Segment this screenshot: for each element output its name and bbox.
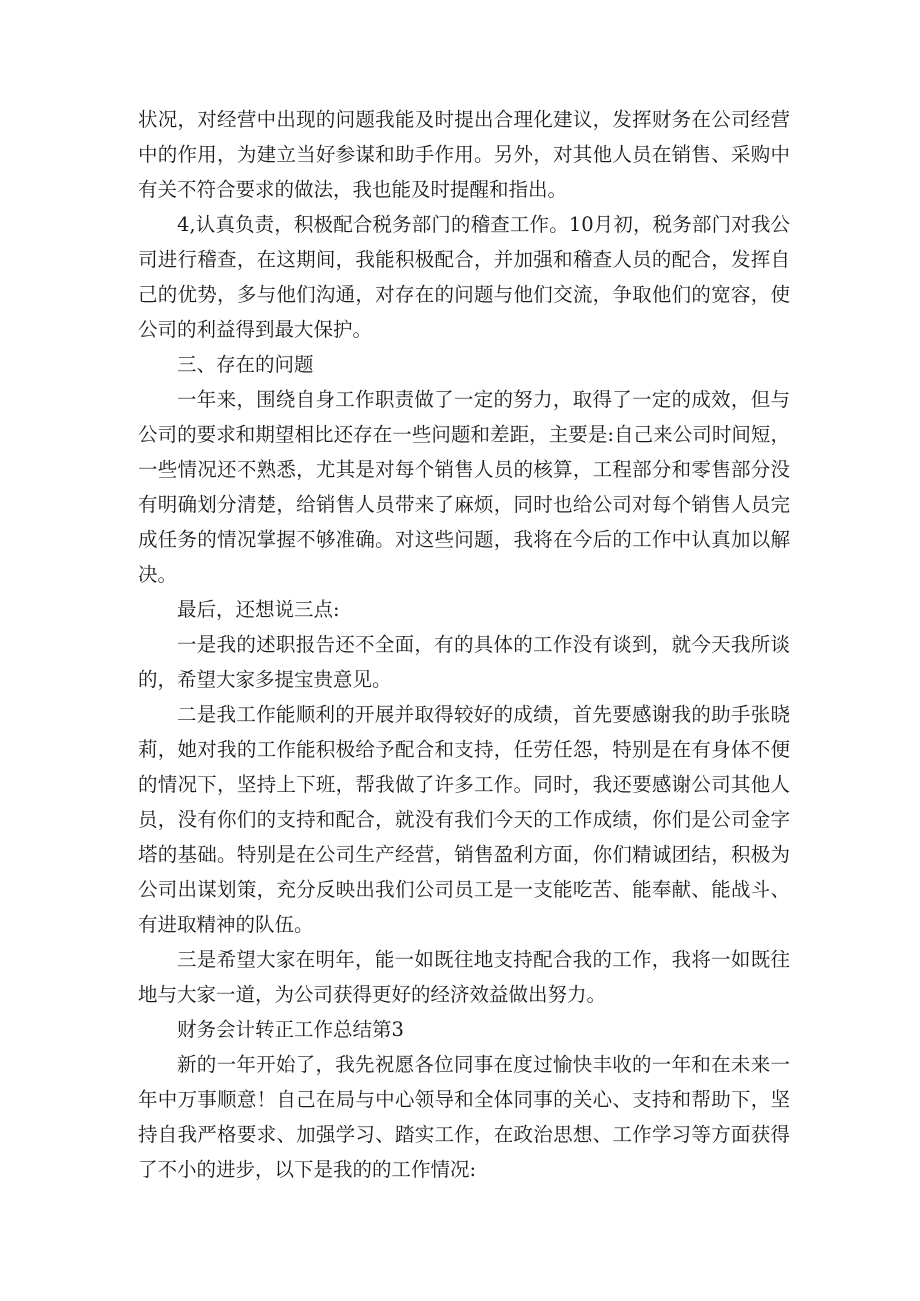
- paragraph-item-4: 4,认真负责，积极配合税务部门的稽查工作。10月初，税务部门对我公司进行稽查，在这期间，我能积极配合，并加强和稽查人员的配合，发挥自己的优势，多与他们沟通，对存在的问题与他们交流，争取他们的宽容，使公司的利益得到最大保护。: [138, 213, 790, 341]
- paragraph-point-two: 二是我工作能顺利的开展并取得较好的成绩，首先要感谢我的助手张晓莉，她对我的工作能积极给予配合和支持，任劳任怨，特别是在有身体不便的情况下，坚持上下班，帮我做了许多工作。同时，我还要感谢公司其他人员，没有你们的支持和配合，就没有我们今天的工作成绩，你们是公司金字塔的基础。特别是在公司生产经营，销售盈利方面，你们精诚团结，积极为公司出谋划策，充分反映出我们公司员工是一支能吃苦、能奉献、能战斗、有进取精神的队伍。: [138, 703, 790, 936]
- paragraph-point-one: 一是我的述职报告还不全面，有的具体的工作没有谈到，就今天我所谈的，希望大家多提宝贵意见。: [138, 633, 790, 691]
- document-page: [138, 102, 790, 1187]
- paragraph-new-year: 新的一年开始了，我先祝愿各位同事在度过愉快丰收的一年和在未来一年中万事顺意！自己在局与中心领导和全体同事的关心、支持和帮助下，坚持自我严格要求、加强学习、踏实工作，在政治思想、工作学习等方面获得了不小的进步，以下是我的的工作情况:: [138, 1053, 790, 1181]
- paragraph-point-three: 三是希望大家在明年，能一如既往地支持配合我的工作，我将一如既往地与大家一道，为公司获得更好的经济效益做出努力。: [138, 948, 790, 1006]
- paragraph-problems: 一年来，围绕自身工作职责做了一定的努力，取得了一定的成效，但与公司的要求和期望相比还存在一些问题和差距，主要是:自己来公司时间短，一些情况还不熟悉，尤其是对每个销售人员的核算，工程部分和零售部分没有明确划分清楚，给销售人员带来了麻烦，同时也给公司对每个销售人员完成任务的情况掌握不够准确。对这些问题，我将在今后的工作中认真加以解决。: [138, 388, 790, 586]
- paragraph-continuation: 状况，对经营中出现的问题我能及时提出合理化建议，发挥财务在公司经营中的作用，为建立当好参谋和助手作用。另外，对其他人员在销售、采购中有关不符合要求的做法，我也能及时提醒和指出。: [138, 108, 790, 201]
- section-title-summary-3: 财务会计转正工作总结第3: [177, 1018, 404, 1041]
- section-heading-problems: 三、存在的问题: [177, 353, 314, 376]
- paragraph-closing-intro: 最后，还想说三点:: [177, 598, 340, 621]
